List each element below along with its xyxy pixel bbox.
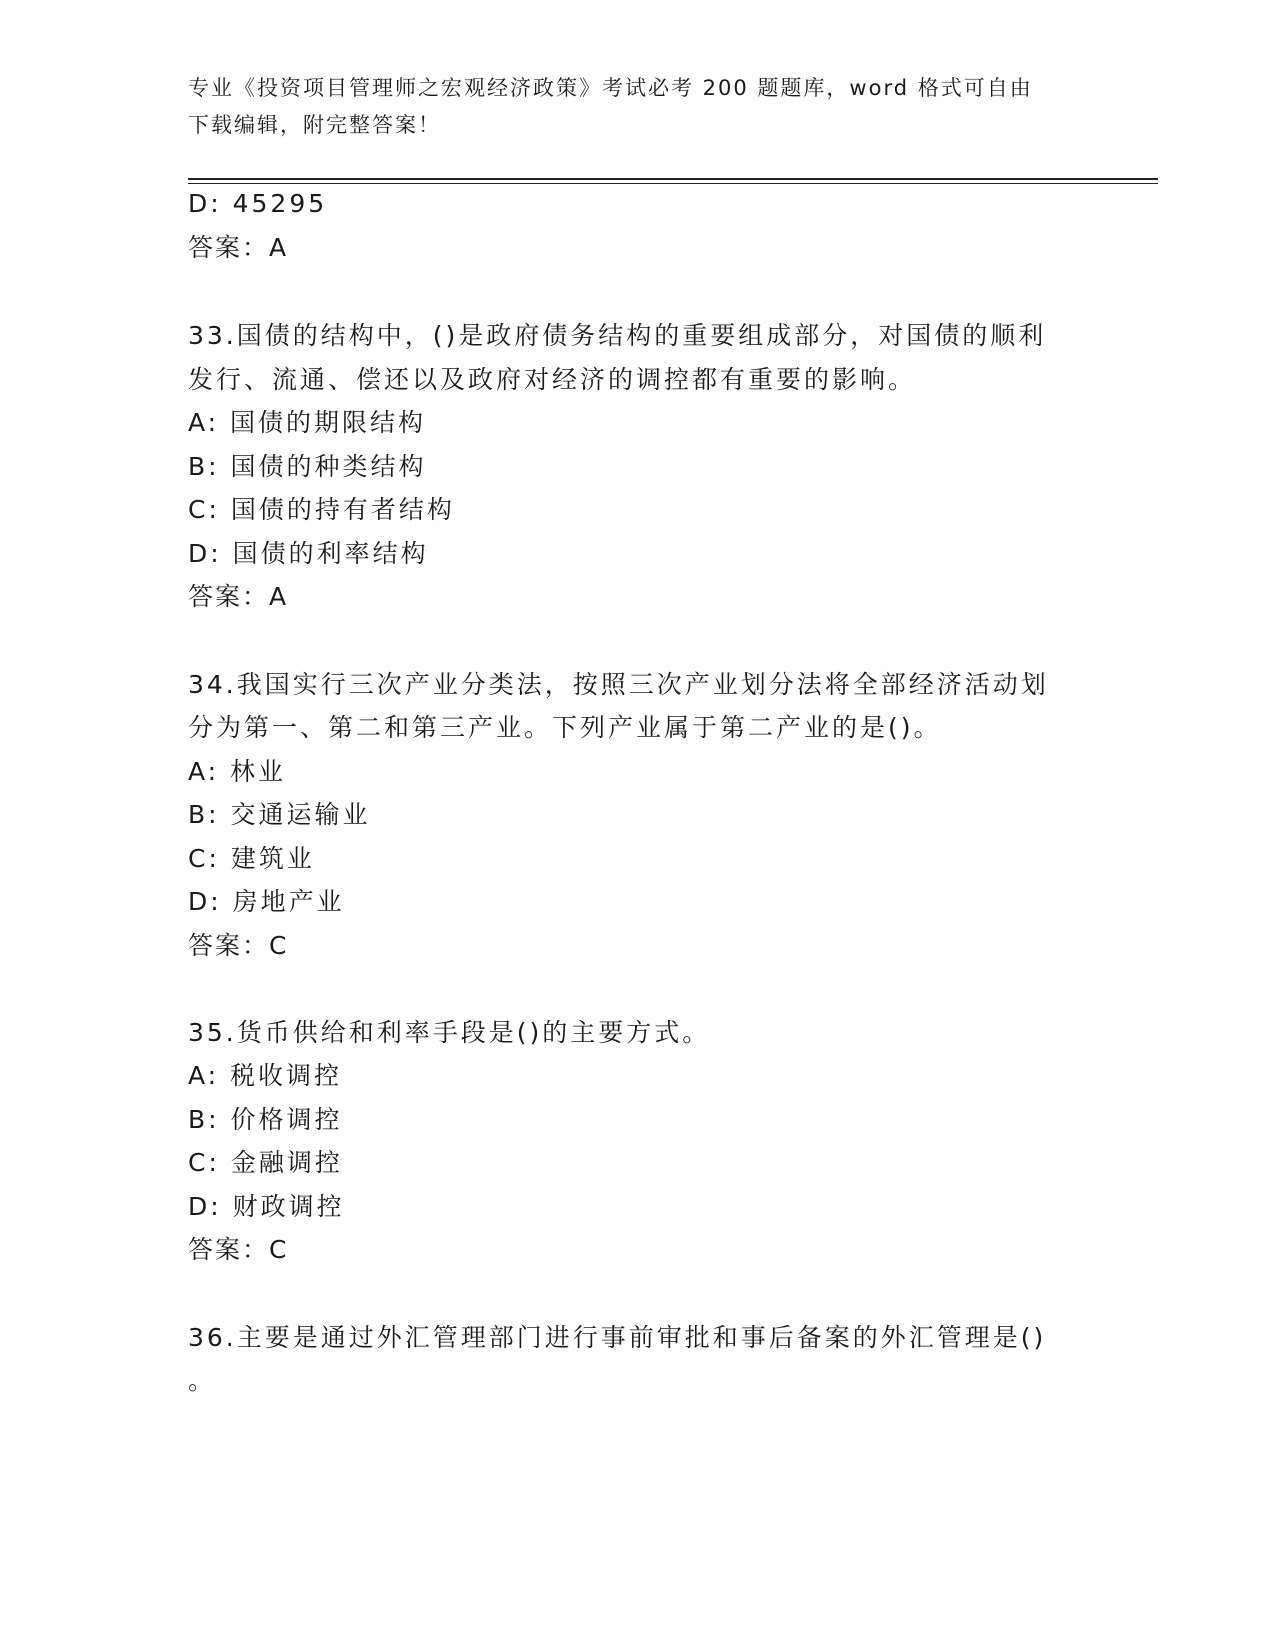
q35-option-a: A: 税收调控 [188, 1061, 343, 1090]
q33-option-d: D: 国债的利率结构 [188, 539, 429, 568]
q33-option-a: A: 国债的期限结构 [188, 408, 427, 437]
header-rule-thick [188, 178, 1158, 180]
prev-answer: 答案：A [188, 233, 289, 262]
q35-option-b: B: 价格调控 [188, 1105, 343, 1134]
q34-stem-line-1: 34.我国实行三次产业分类法，按照三次产业划分法将全部经济活动划 [188, 670, 1049, 699]
q33-answer: 答案：A [188, 582, 289, 611]
q34-option-b: B: 交通运输业 [188, 800, 371, 829]
q35-option-c: C: 金融调控 [188, 1148, 343, 1177]
q33-option-b: B: 国债的种类结构 [188, 452, 427, 481]
q34-option-a: A: 林业 [188, 757, 287, 786]
prev-option-d: D: 45295 [188, 189, 328, 218]
q34-option-c: C: 建筑业 [188, 844, 315, 873]
q34-answer: 答案：C [188, 931, 289, 960]
document-header [188, 70, 1088, 144]
q33-stem-line-1: 33.国债的结构中，()是政府债务结构的重要组成部分，对国债的顺利 [188, 321, 1047, 350]
q33-stem-line-2: 发行、流通、偿还以及政府对经济的调控都有重要的影响。 [188, 365, 917, 394]
q36-stem-line-1: 36.主要是通过外汇管理部门进行事前审批和事后备案的外汇管理是() [188, 1323, 1047, 1352]
header-line-1: 专业《投资项目管理师之宏观经济政策》考试必考 200 题题库，word 格式可自由 [188, 76, 1033, 100]
header-line-2: 下载编辑，附完整答案！ [188, 113, 441, 137]
q36-stem-line-2: 。 [188, 1366, 217, 1395]
q33-option-c: C: 国债的持有者结构 [188, 495, 455, 524]
q35-answer: 答案：C [188, 1235, 289, 1264]
header-rule-thin [188, 183, 1158, 184]
q35-stem-line-1: 35.货币供给和利率手段是()的主要方式。 [188, 1018, 711, 1047]
q34-option-d: D: 房地产业 [188, 887, 345, 916]
q35-option-d: D: 财政调控 [188, 1192, 345, 1221]
q34-stem-line-2: 分为第一、第二和第三产业。下列产业属于第二产业的是()。 [188, 713, 942, 742]
